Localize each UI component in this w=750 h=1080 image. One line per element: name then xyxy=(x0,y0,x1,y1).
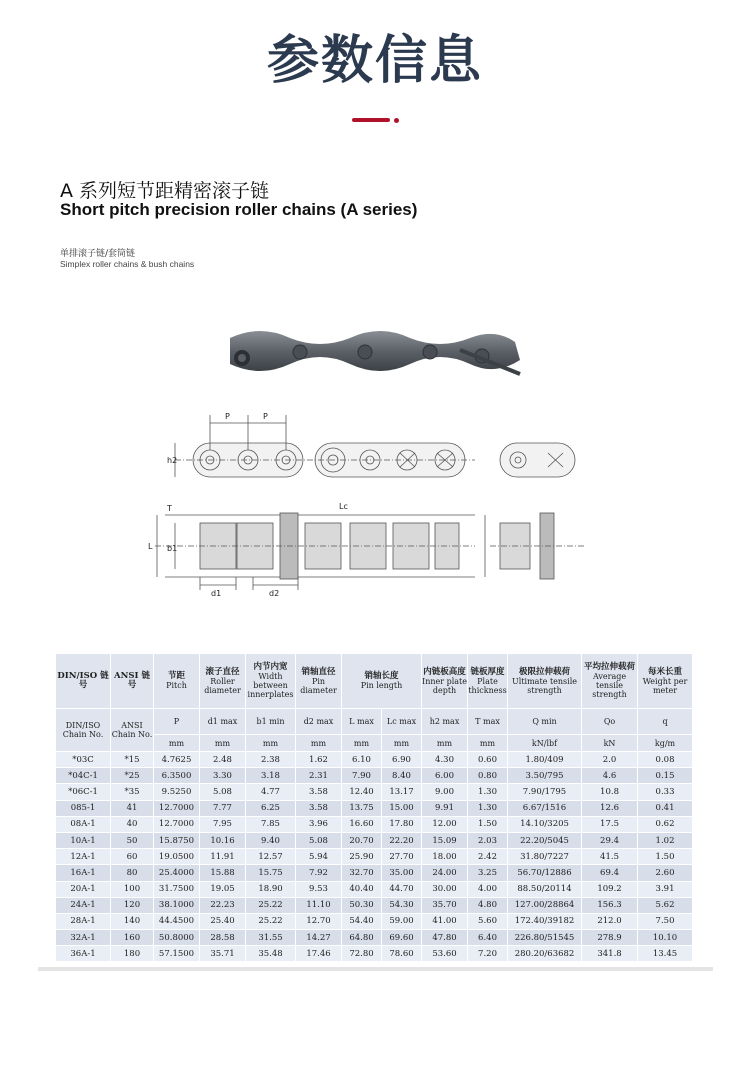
table-cell: 5.08 xyxy=(200,784,246,800)
table-cell: 6.25 xyxy=(246,800,296,816)
table-cell: 35.70 xyxy=(422,897,468,913)
table-cell: 14.27 xyxy=(296,930,342,946)
table-cell: 172.40/39182 xyxy=(508,913,582,929)
table-cell: 16.60 xyxy=(342,816,382,832)
subheading-cn: 单排滚子链/套筒链 xyxy=(60,249,136,259)
table-cell: 2.42 xyxy=(468,849,508,865)
table-cell: 9.00 xyxy=(422,784,468,800)
label-d1: d1 xyxy=(211,589,222,598)
table-cell: 11.10 xyxy=(296,897,342,913)
table-cell: 3.58 xyxy=(296,800,342,816)
table-cell: 88.50/20114 xyxy=(508,881,582,897)
table-cell: 226.80/51545 xyxy=(508,930,582,946)
table-cell: 15.88 xyxy=(200,865,246,881)
table-cell: 140 xyxy=(111,913,154,929)
table-cell: 47.80 xyxy=(422,930,468,946)
table-cell: 9.40 xyxy=(246,832,296,848)
table-cell: 28.58 xyxy=(200,930,246,946)
subheading-en: Simplex roller chains & bush chains xyxy=(60,259,195,269)
table-cell: 1.50 xyxy=(468,816,508,832)
sym-qo: Qo xyxy=(582,709,638,735)
table-cell: 15.75 xyxy=(246,865,296,881)
table-cell: 7.95 xyxy=(200,816,246,832)
table-cell: 53.60 xyxy=(422,946,468,962)
chain-technical-drawing xyxy=(145,405,595,600)
label-l: L xyxy=(148,542,153,551)
unit-weight: kg/m xyxy=(638,735,693,752)
table-cell: 7.92 xyxy=(296,865,342,881)
table-row xyxy=(56,816,693,832)
table-cell: 19.05 xyxy=(200,881,246,897)
table-cell: 15.8750 xyxy=(154,832,200,848)
table-cell: 15.00 xyxy=(382,800,422,816)
table-cell: 6.00 xyxy=(422,768,468,784)
table-cell: 41.00 xyxy=(422,913,468,929)
sym-p: P xyxy=(154,709,200,735)
section-heading-en: Short pitch precision roller chains (A series) xyxy=(60,200,418,219)
table-cell: 08A-1 xyxy=(56,816,111,832)
header-ultimate-strength: 极限拉伸载荷 Ultimate tensile strength xyxy=(508,654,582,709)
table-cell: 17.5 xyxy=(582,816,638,832)
table-cell: 2.48 xyxy=(200,752,246,768)
table-cell: 20.70 xyxy=(342,832,382,848)
header-inner-width: 内节内宽 Width between innerplates xyxy=(246,654,296,709)
table-cell: 0.41 xyxy=(638,800,693,816)
table-cell: 4.30 xyxy=(422,752,468,768)
table-cell: 56.70/12886 xyxy=(508,865,582,881)
unit-d1: mm xyxy=(200,735,246,752)
table-cell: 32A-1 xyxy=(56,930,111,946)
table-cell: 25.4000 xyxy=(154,865,200,881)
table-cell: 5.62 xyxy=(638,897,693,913)
table-cell: 4.00 xyxy=(468,881,508,897)
table-row xyxy=(56,913,693,929)
table-cell: 12.57 xyxy=(246,849,296,865)
table-cell: 4.80 xyxy=(468,897,508,913)
table-cell: 2.38 xyxy=(246,752,296,768)
header-ansi: ANSI 链号 xyxy=(111,654,154,709)
table-cell: *06C-1 xyxy=(56,784,111,800)
table-cell: 5.08 xyxy=(296,832,342,848)
table-cell: 36A-1 xyxy=(56,946,111,962)
table-cell: 4.77 xyxy=(246,784,296,800)
table-cell: 6.90 xyxy=(382,752,422,768)
label-b1: b1 xyxy=(167,544,178,553)
table-cell: 30.00 xyxy=(422,881,468,897)
table-cell: *15 xyxy=(111,752,154,768)
table-cell: 24A-1 xyxy=(56,897,111,913)
table-cell: 4.6 xyxy=(582,768,638,784)
unit-t: mm xyxy=(468,735,508,752)
sym-lc: Lc max xyxy=(382,709,422,735)
unit-h2: mm xyxy=(422,735,468,752)
table-cell: 0.62 xyxy=(638,816,693,832)
table-cell: 13.45 xyxy=(638,946,693,962)
table-cell: 41.5 xyxy=(582,849,638,865)
table-cell: 3.30 xyxy=(200,768,246,784)
table-row xyxy=(56,946,693,962)
header-pitch: 节距 Pitch xyxy=(154,654,200,709)
table-cell: 9.91 xyxy=(422,800,468,816)
table-row xyxy=(56,800,693,816)
table-cell: 25.90 xyxy=(342,849,382,865)
table-cell: 100 xyxy=(111,881,154,897)
label-d2: d2 xyxy=(269,589,280,598)
sym-d1: d1 max xyxy=(200,709,246,735)
table-cell: 22.20 xyxy=(382,832,422,848)
table-cell: 24.00 xyxy=(422,865,468,881)
table-cell: 11.91 xyxy=(200,849,246,865)
label-h2: h2 xyxy=(167,456,178,465)
unit-b1: mm xyxy=(246,735,296,752)
table-cell: 13.75 xyxy=(342,800,382,816)
table-cell: 35.71 xyxy=(200,946,246,962)
table-cell: 3.18 xyxy=(246,768,296,784)
header-average-strength: 平均拉伸载荷 Average tensile strength xyxy=(582,654,638,709)
table-row xyxy=(56,784,693,800)
table-cell: 180 xyxy=(111,946,154,962)
table-cell: 7.20 xyxy=(468,946,508,962)
table-cell: 28A-1 xyxy=(56,913,111,929)
page-title: 参数信息 xyxy=(266,31,483,91)
header-din-iso: DIN/ISO 链号 xyxy=(56,654,111,709)
table-cell: 0.08 xyxy=(638,752,693,768)
table-cell: 12A-1 xyxy=(56,849,111,865)
table-cell: 0.80 xyxy=(468,768,508,784)
table-row xyxy=(56,881,693,897)
table-cell: 31.55 xyxy=(246,930,296,946)
table-cell: 3.96 xyxy=(296,816,342,832)
table-cell: 72.80 xyxy=(342,946,382,962)
label-p2: P xyxy=(263,412,268,421)
table-cell: 29.4 xyxy=(582,832,638,848)
table-cell: 7.90 xyxy=(342,768,382,784)
table-cell: 6.67/1516 xyxy=(508,800,582,816)
table-cell: 32.70 xyxy=(342,865,382,881)
sym-h2: h2 max xyxy=(422,709,468,735)
table-cell: 50 xyxy=(111,832,154,848)
table-cell: 22.20/5045 xyxy=(508,832,582,848)
table-cell: 59.00 xyxy=(382,913,422,929)
table-cell: 10.8 xyxy=(582,784,638,800)
table-cell: 35.48 xyxy=(246,946,296,962)
table-cell: 44.4500 xyxy=(154,913,200,929)
table-cell: 50.8000 xyxy=(154,930,200,946)
table-cell: 2.31 xyxy=(296,768,342,784)
table-cell: *35 xyxy=(111,784,154,800)
table-cell: 13.17 xyxy=(382,784,422,800)
table-cell: 2.0 xyxy=(582,752,638,768)
table-cell: 2.03 xyxy=(468,832,508,848)
table-cell: 0.60 xyxy=(468,752,508,768)
table-row xyxy=(56,768,693,784)
table-cell: 31.80/7227 xyxy=(508,849,582,865)
table-cell: 12.00 xyxy=(422,816,468,832)
header-roller-diameter: 滚子直径 Roller diameter xyxy=(200,654,246,709)
table-cell: 14.10/3205 xyxy=(508,816,582,832)
table-cell: 12.70 xyxy=(296,913,342,929)
table-cell: 12.6 xyxy=(582,800,638,816)
title-dot xyxy=(394,118,399,123)
unit-d2: mm xyxy=(296,735,342,752)
table-cell: 6.10 xyxy=(342,752,382,768)
sym-t: T max xyxy=(468,709,508,735)
table-cell: 60 xyxy=(111,849,154,865)
label-lc: Lc xyxy=(339,502,348,511)
table-cell: 18.90 xyxy=(246,881,296,897)
sym-weight: q xyxy=(638,709,693,735)
header-inner-plate-depth: 内链板高度 Inner plate depth xyxy=(422,654,468,709)
table-cell: 64.80 xyxy=(342,930,382,946)
header-pin-length: 销轴长度 Pin length xyxy=(342,654,422,709)
unit-p: mm xyxy=(154,735,200,752)
table-cell: 78.60 xyxy=(382,946,422,962)
table-cell: 12.40 xyxy=(342,784,382,800)
table-cell: 7.90/1795 xyxy=(508,784,582,800)
title-underline xyxy=(352,118,390,122)
table-cell: 22.23 xyxy=(200,897,246,913)
table-cell: 16A-1 xyxy=(56,865,111,881)
table-cell: 280.20/63682 xyxy=(508,946,582,962)
table-cell: 3.50/795 xyxy=(508,768,582,784)
table-cell: 6.40 xyxy=(468,930,508,946)
chain-photo-image xyxy=(220,320,530,382)
table-cell: 1.62 xyxy=(296,752,342,768)
table-cell: 35.00 xyxy=(382,865,422,881)
table-cell: 27.70 xyxy=(382,849,422,865)
table-cell: 1.30 xyxy=(468,800,508,816)
table-cell: 212.0 xyxy=(582,913,638,929)
table-cell: 5.60 xyxy=(468,913,508,929)
table-cell: 17.46 xyxy=(296,946,342,962)
header-plate-thickness: 链板厚度 Plate thickness xyxy=(468,654,508,709)
table-row xyxy=(56,865,693,881)
table-cell: *04C-1 xyxy=(56,768,111,784)
sym-q: Q min xyxy=(508,709,582,735)
table-cell: 15.09 xyxy=(422,832,468,848)
sym-b1: b1 min xyxy=(246,709,296,735)
table-cell: 341.8 xyxy=(582,946,638,962)
table-cell: 278.9 xyxy=(582,930,638,946)
table-cell: 109.2 xyxy=(582,881,638,897)
table-cell: 0.15 xyxy=(638,768,693,784)
unit-l: mm xyxy=(342,735,382,752)
sym-d2: d2 max xyxy=(296,709,342,735)
sym-l: L max xyxy=(342,709,382,735)
unit-qo: kN xyxy=(582,735,638,752)
table-cell: 1.02 xyxy=(638,832,693,848)
table-cell: 44.70 xyxy=(382,881,422,897)
table-cell: 0.33 xyxy=(638,784,693,800)
table-cell: 69.4 xyxy=(582,865,638,881)
unit-lc: mm xyxy=(382,735,422,752)
table-cell: 38.1000 xyxy=(154,897,200,913)
table-cell: 40 xyxy=(111,816,154,832)
table-cell: 50.30 xyxy=(342,897,382,913)
table-cell: 9.53 xyxy=(296,881,342,897)
table-cell: 80 xyxy=(111,865,154,881)
table-cell: 7.85 xyxy=(246,816,296,832)
table-cell: 18.00 xyxy=(422,849,468,865)
label-t: T xyxy=(167,504,172,513)
table-row xyxy=(56,849,693,865)
table-row xyxy=(56,832,693,848)
parameter-table xyxy=(55,653,692,962)
table-cell: 160 xyxy=(111,930,154,946)
bottom-rule xyxy=(38,967,713,971)
table-cell: 12.7000 xyxy=(154,800,200,816)
table-cell: 54.40 xyxy=(342,913,382,929)
table-cell: 69.60 xyxy=(382,930,422,946)
table-cell: 6.3500 xyxy=(154,768,200,784)
table-cell: 7.77 xyxy=(200,800,246,816)
table-cell: 25.22 xyxy=(246,913,296,929)
table-row xyxy=(56,930,693,946)
table-cell: 156.3 xyxy=(582,897,638,913)
unit-q: kN/lbf xyxy=(508,735,582,752)
table-cell: *25 xyxy=(111,768,154,784)
header-ansi-en: ANSI Chain No. xyxy=(111,709,154,752)
table-cell: 40.40 xyxy=(342,881,382,897)
table-cell: 5.94 xyxy=(296,849,342,865)
table-cell: 17.80 xyxy=(382,816,422,832)
table-cell: 31.7500 xyxy=(154,881,200,897)
table-cell: 54.30 xyxy=(382,897,422,913)
table-cell: 10A-1 xyxy=(56,832,111,848)
table-cell: 8.40 xyxy=(382,768,422,784)
header-din-iso-en: DIN/ISO Chain No. xyxy=(56,709,111,752)
table-cell: 20A-1 xyxy=(56,881,111,897)
label-p1: P xyxy=(225,412,230,421)
table-cell: 127.00/28864 xyxy=(508,897,582,913)
table-cell: 10.10 xyxy=(638,930,693,946)
table-cell: 1.30 xyxy=(468,784,508,800)
table-cell: 1.80/409 xyxy=(508,752,582,768)
table-cell: 12.7000 xyxy=(154,816,200,832)
table-row xyxy=(56,752,693,768)
table-row xyxy=(56,897,693,913)
table-cell: 085-1 xyxy=(56,800,111,816)
table-cell: 3.91 xyxy=(638,881,693,897)
table-cell: 120 xyxy=(111,897,154,913)
header-weight: 每米长重 Weight per meter xyxy=(638,654,693,709)
table-cell: 19.0500 xyxy=(154,849,200,865)
table-cell: 4.7625 xyxy=(154,752,200,768)
table-cell: 1.50 xyxy=(638,849,693,865)
table-cell: 57.1500 xyxy=(154,946,200,962)
table-cell: 10.16 xyxy=(200,832,246,848)
table-cell: 3.58 xyxy=(296,784,342,800)
table-cell: 41 xyxy=(111,800,154,816)
table-cell: 25.22 xyxy=(246,897,296,913)
table-cell: 7.50 xyxy=(638,913,693,929)
table-cell: 9.5250 xyxy=(154,784,200,800)
table-cell: *03C xyxy=(56,752,111,768)
section-heading-cn: A 系列短节距精密滚子链 xyxy=(60,180,270,202)
table-cell: 2.60 xyxy=(638,865,693,881)
header-pin-diameter: 销轴直径 Pin diameter xyxy=(296,654,342,709)
table-cell: 25.40 xyxy=(200,913,246,929)
table-cell: 3.25 xyxy=(468,865,508,881)
